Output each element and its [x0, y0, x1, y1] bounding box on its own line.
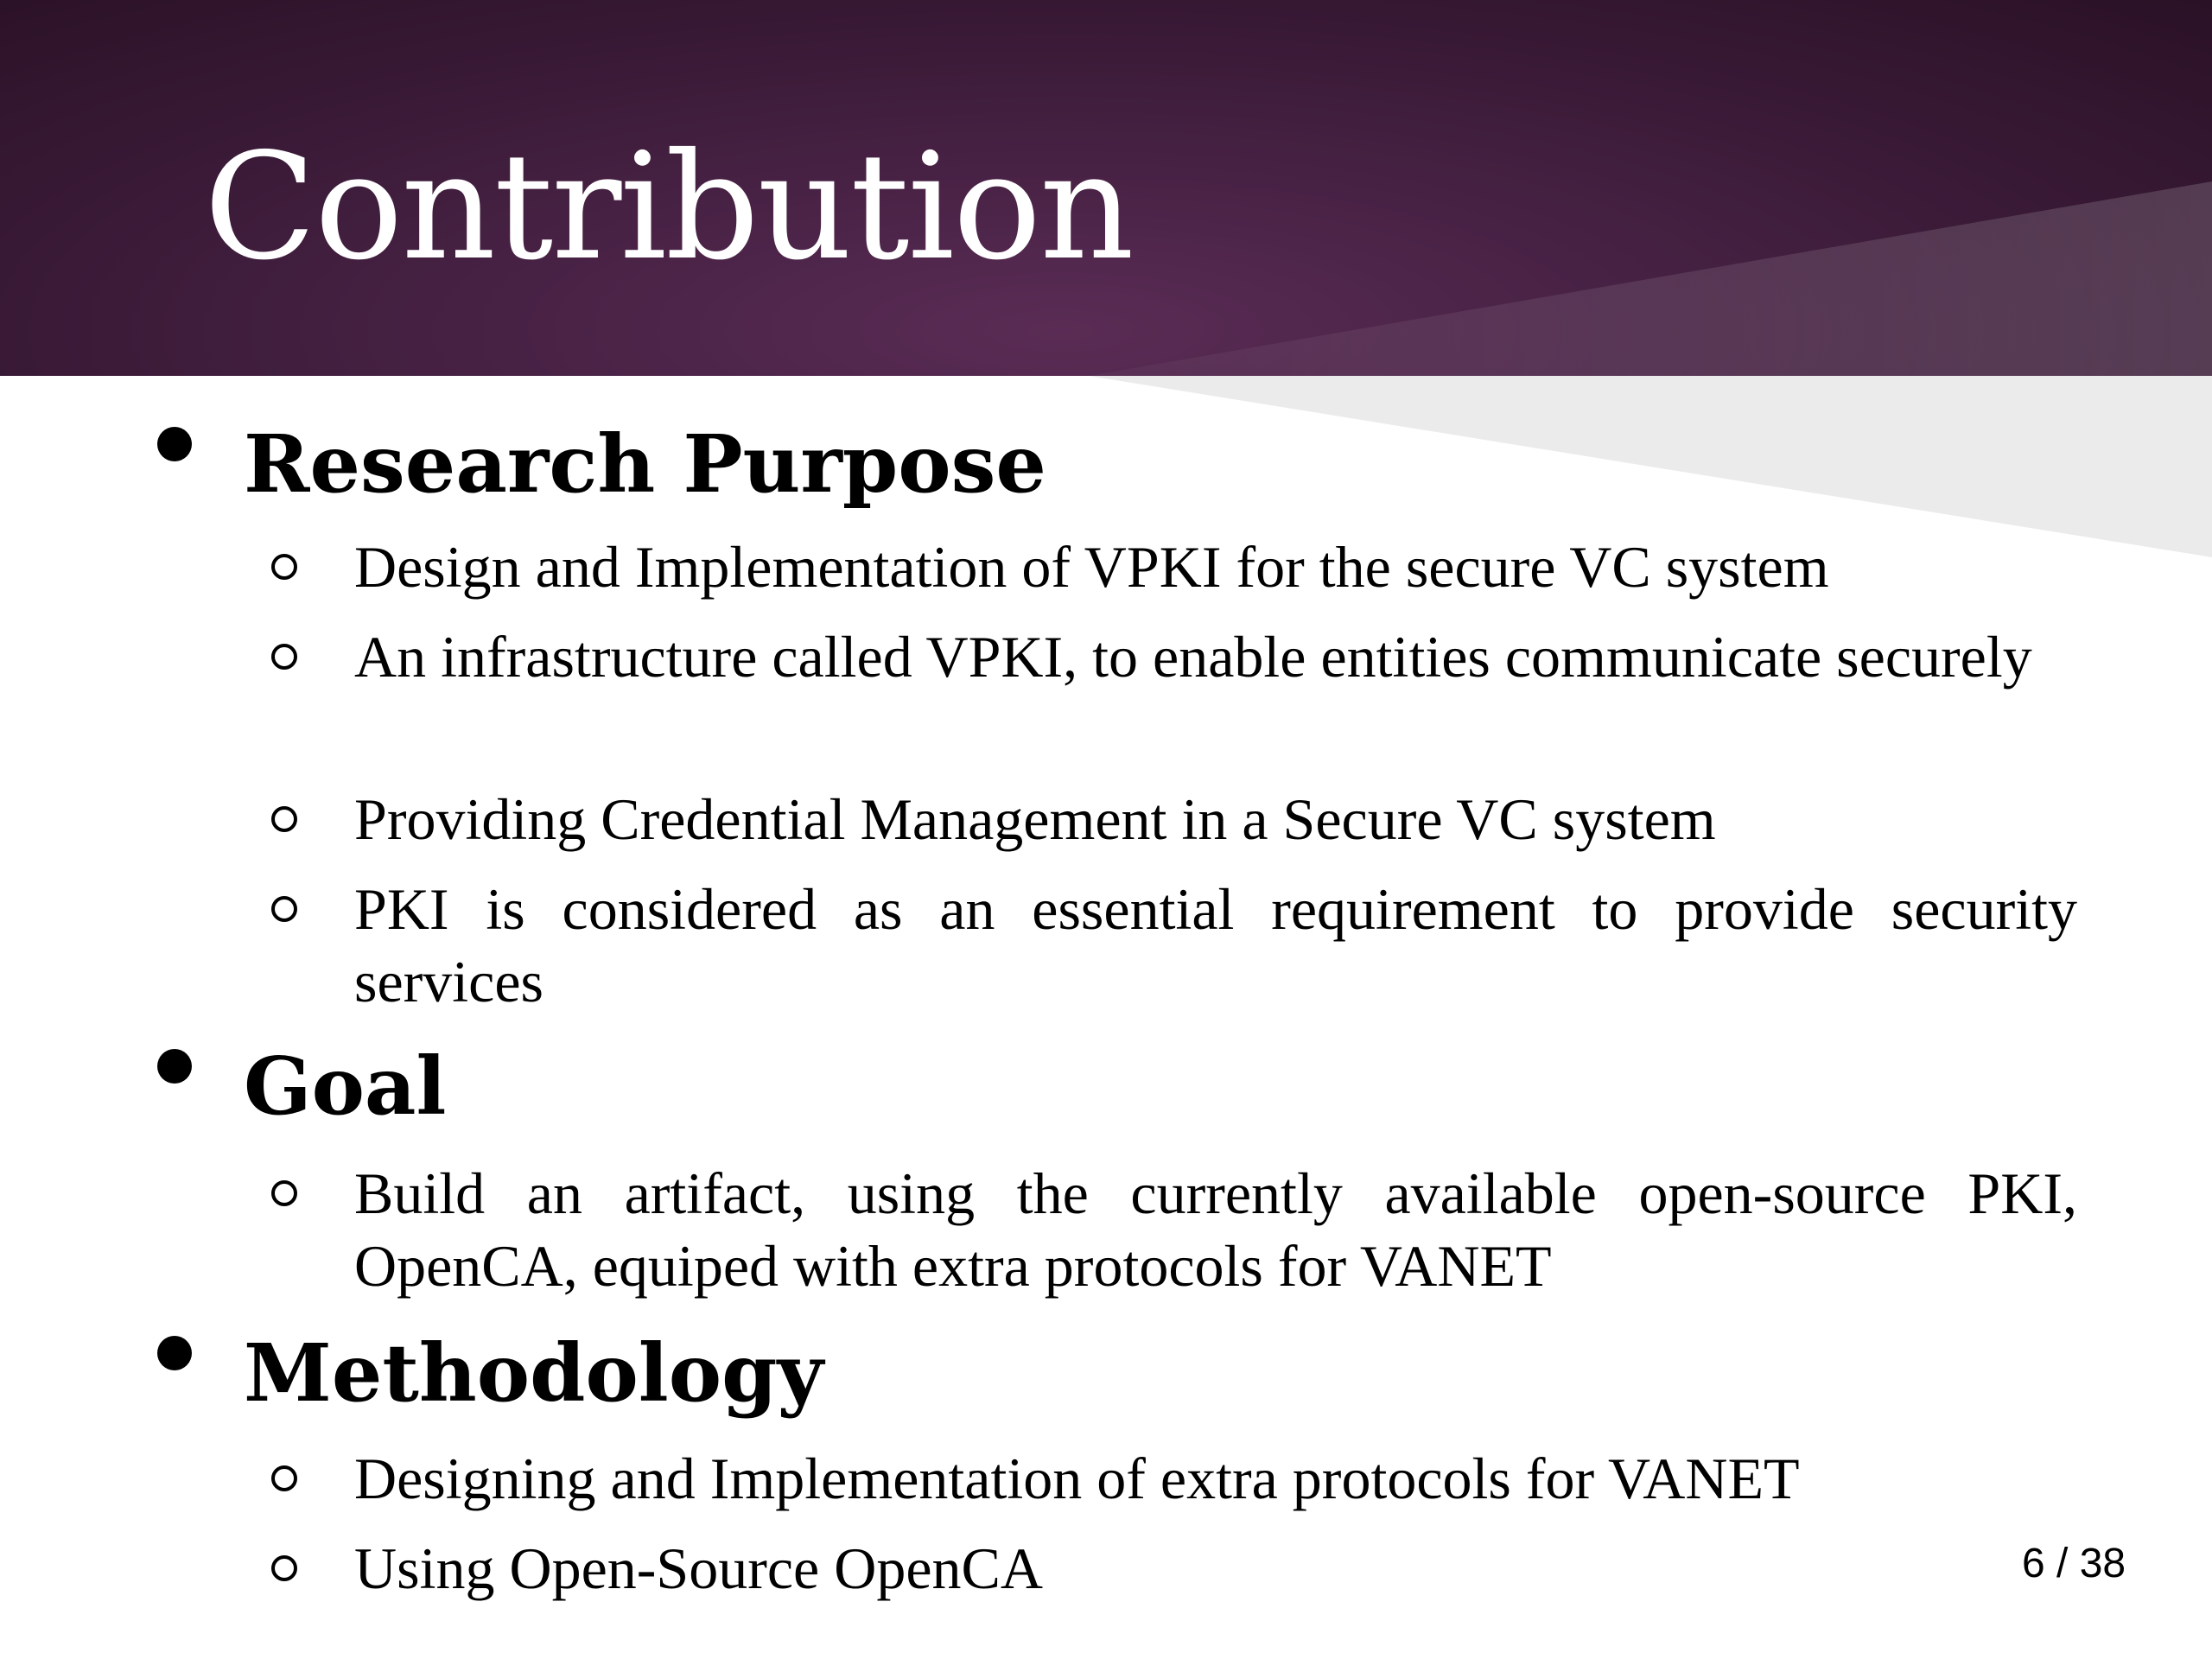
sub-bullet-circle [271, 896, 297, 922]
list-item: Using Open-Source OpenCA [354, 1535, 1043, 1601]
list-item: Providing Credential Management in a Secure VC system [354, 786, 1716, 852]
sub-bullet-circle [271, 644, 297, 670]
slide-title: Contribution [204, 122, 1133, 293]
list-item: Build an artifact, using the currently available open-source PKI, OpenCA, equiped with extra protocols for VANET [354, 1160, 2077, 1299]
list-item: Designing and Implementation of extra protocols for VANET [354, 1446, 1800, 1511]
sub-bullet-circle [271, 1465, 297, 1491]
sub-bullet-circle [271, 1180, 297, 1206]
bullet-dot [157, 1336, 192, 1370]
section-heading-methodology: Methodology [244, 1326, 823, 1420]
bullet-dot [157, 427, 192, 461]
bullet-dot [157, 1049, 192, 1084]
section-heading-goal: Goal [244, 1039, 447, 1133]
list-item: An infrastructure called VPKI, to enable entities communicate securely [354, 624, 2032, 690]
section-heading-research-purpose: Research Purpose [244, 417, 1046, 511]
sub-bullet-circle [271, 1555, 297, 1581]
sub-bullet-circle [271, 554, 297, 580]
list-item: PKI is considered as an essential requirement to provide security services [354, 876, 2077, 1014]
sub-bullet-circle [271, 806, 297, 832]
page-number: 6 / 38 [2022, 1541, 2126, 1586]
list-item: Design and Implementation of VPKI for the secure VC system [354, 534, 1829, 600]
